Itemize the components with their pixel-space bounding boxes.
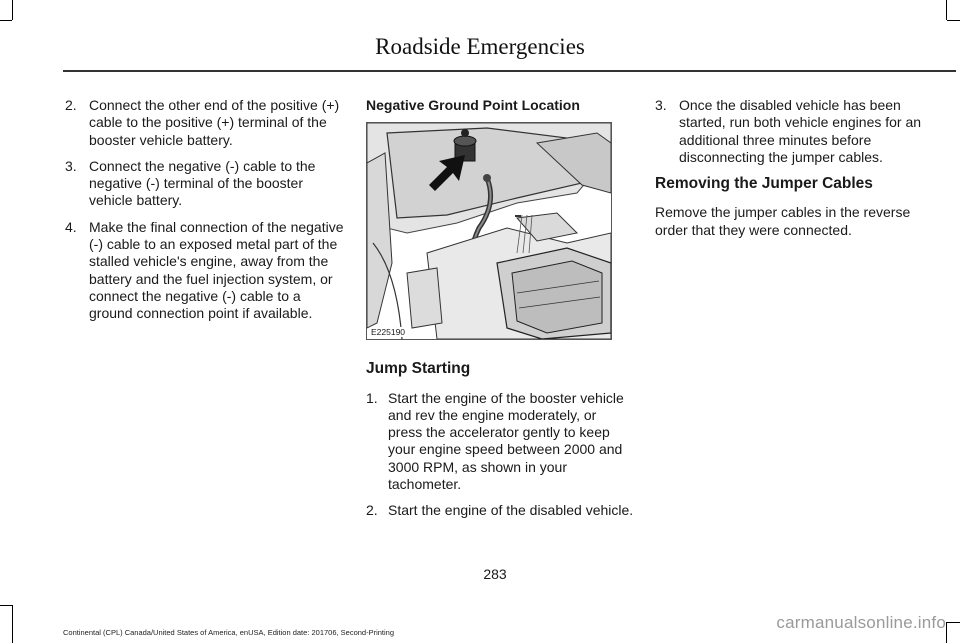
list-item [65, 158, 345, 210]
step-text: Once the disabled vehicle has been started, run both vehicle engines for an additional three minutes before disconnecting the jumper cables. [679, 97, 922, 165]
crop-mark-bottom-right-v [946, 622, 947, 643]
step-number: 3. [65, 157, 77, 174]
crop-mark-bottom-left-v [12, 605, 13, 643]
section-heading-removing-cables: Removing the Jumper Cables [655, 175, 873, 193]
figure-code: E225190 [371, 327, 406, 338]
step-number: 1. [366, 389, 378, 406]
step-text: Start the engine of the booster vehicle and rev the engine moderately, or press the accelerator gently to keep your engine speed between 2000 and 3000 RPM, as shown in your tachometer. [388, 389, 624, 493]
column-right [655, 97, 925, 239]
section-heading-jump-starting: Jump Starting [366, 360, 471, 378]
engine-bay-drawing [367, 123, 611, 339]
list-item [655, 97, 925, 166]
crop-mark-top-right-h [947, 20, 960, 21]
crop-mark-top-left-v [12, 0, 13, 20]
step-number: 3. [655, 97, 667, 113]
crop-mark-top-right-v [946, 0, 947, 20]
step-number: 4. [65, 218, 77, 235]
column-middle [366, 97, 634, 529]
list-item [366, 390, 634, 494]
step-text: Make the final connection of the negative (-) cable to an exposed metal part of the stalled vehicle's engine, away from the battery and the fuel injection system, or connect the negative (-) cable to a ground connection point if available. [89, 218, 344, 322]
crop-mark-top-left-h [0, 20, 12, 21]
step-text: Start the engine of the disabled vehicle. [388, 502, 634, 519]
page-title: Roadside Emergencies [375, 34, 585, 59]
step-text: Connect the negative (-) cable to the negative (-) terminal of the booster vehicle battery. [89, 157, 316, 209]
engine-bay-illustration [366, 122, 612, 340]
step-text: Connect the other end of the positive (+) cable to the positive (+) terminal of the booster vehicle battery. [89, 97, 340, 148]
step-number: 2. [366, 502, 378, 519]
list-item [366, 502, 634, 519]
crop-mark-bottom-right-h [947, 622, 960, 623]
footer-edition-info: Continental (CPL) Canada/United States of America, enUSA, Edition date: 201706, Second-Printing [63, 628, 395, 637]
header-divider [63, 70, 956, 72]
list-item [65, 97, 345, 149]
figure-title: Negative Ground Point Location [366, 97, 580, 113]
column-left [65, 97, 345, 332]
paragraph: Remove the jumper cables in the reverse order that they were connected. [655, 204, 911, 238]
crop-mark-bottom-left-h [0, 605, 12, 606]
step-number: 2. [65, 97, 77, 113]
page-number: 283 [483, 566, 507, 582]
list-item [65, 219, 345, 323]
watermark: carmanualsonline.info [776, 613, 946, 632]
